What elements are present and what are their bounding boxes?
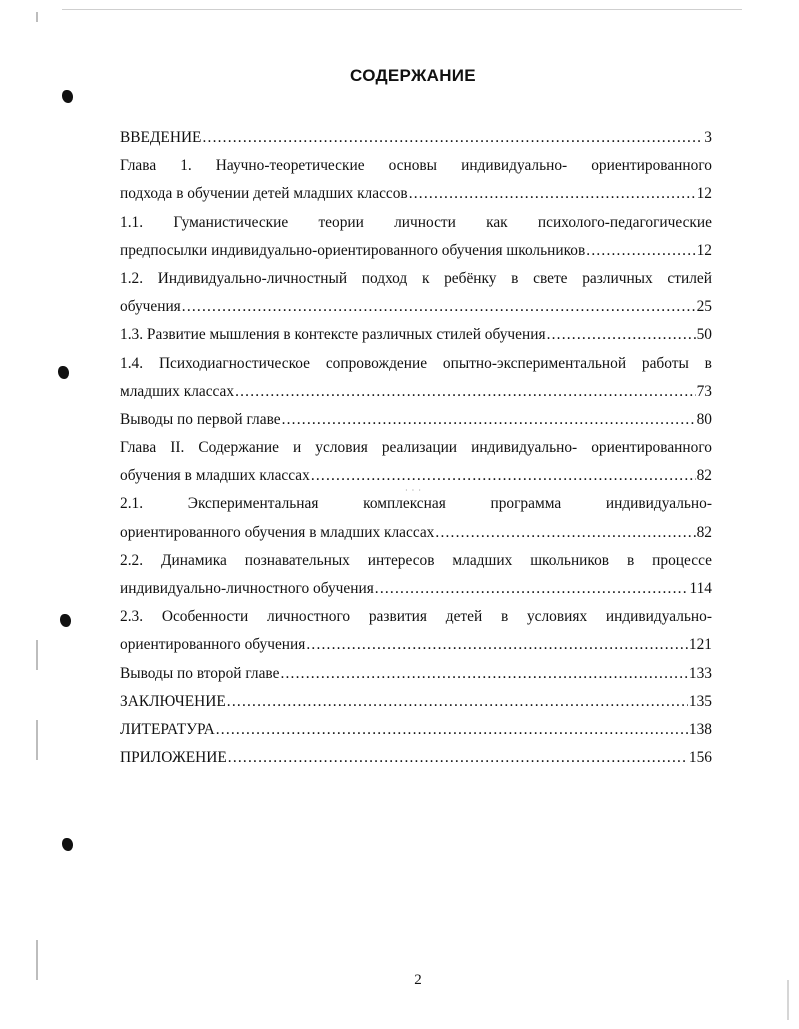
- toc-word: основы: [388, 157, 438, 175]
- toc-entry[interactable]: [120, 688, 712, 716]
- toc-word: Научно-теоретические: [215, 157, 365, 175]
- toc-word: Экспериментальная: [187, 495, 319, 513]
- toc-word: познавательных: [244, 551, 350, 569]
- toc-entry[interactable]: [120, 660, 712, 688]
- toc-word: в: [704, 354, 712, 372]
- dot-leader: [375, 575, 689, 603]
- dot-leader: [282, 406, 696, 434]
- toc-word: индивидуально-: [605, 608, 712, 626]
- dot-leader: [306, 631, 688, 659]
- dot-leader: [311, 462, 696, 490]
- toc-entry-text: ПРИЛОЖЕНИЕ: [120, 749, 227, 767]
- toc-word: различных: [582, 269, 653, 287]
- toc-entry[interactable]: [120, 434, 712, 490]
- toc-word: в: [500, 608, 509, 626]
- toc-word: в: [626, 551, 635, 569]
- dot-leader: [547, 321, 696, 349]
- toc-entry-text: 1.3. Развитие мышления в контексте различных стилей обучения: [120, 326, 546, 344]
- toc-word: программа: [490, 495, 562, 513]
- toc-word: ориентированного: [591, 157, 712, 175]
- toc-word: опытно-экспериментальной: [442, 354, 627, 372]
- toc-entry-text: Выводы по первой главе: [120, 410, 281, 428]
- binding-hole-mark: [62, 90, 73, 103]
- toc-word: Индивидуально-личностный: [157, 269, 348, 287]
- toc-word: индивидуально-: [471, 439, 578, 457]
- toc-word: школьников: [530, 551, 610, 569]
- toc-page-number: 82: [696, 467, 712, 485]
- toc-entry-leader-line: [120, 716, 712, 744]
- toc-entry-leader-line: [120, 660, 712, 688]
- toc-word: Глава: [120, 157, 157, 175]
- dot-leader: [235, 378, 696, 406]
- toc-page-number: 133: [688, 664, 712, 682]
- toc-entry[interactable]: [120, 603, 712, 659]
- toc-page-number: 50: [696, 326, 712, 344]
- toc-word: младших: [452, 551, 513, 569]
- toc-word: свете: [533, 269, 568, 287]
- toc-page-number: 156: [688, 749, 712, 767]
- toc-word: Гуманистические: [173, 213, 289, 231]
- toc-word: Психодиагностическое: [158, 354, 310, 372]
- toc-entry-leader-line: [120, 744, 712, 772]
- toc-entry-text: подхода в обучении детей младших классов: [120, 185, 408, 203]
- toc-entry[interactable]: [120, 209, 712, 265]
- toc-entry[interactable]: [120, 152, 712, 208]
- toc-entry[interactable]: [120, 547, 712, 603]
- toc-word: детей: [445, 608, 483, 626]
- toc-word: 2.1.: [120, 495, 144, 513]
- toc-word: развития: [368, 608, 427, 626]
- toc-word: процессе: [652, 551, 712, 569]
- scan-artifact: [36, 12, 38, 22]
- toc-page-number: 121: [688, 636, 712, 654]
- toc-word: ребёнку: [444, 269, 497, 287]
- toc-page-number: 12: [696, 185, 712, 203]
- toc-word: 1.4.: [120, 354, 144, 372]
- toc-word: индивидуально-: [605, 495, 712, 513]
- toc-entry-text: ориентированного обучения в младших классах: [120, 523, 435, 541]
- toc-entry-leader-line: [120, 575, 712, 603]
- dot-leader: [280, 660, 687, 688]
- table-of-contents: [120, 124, 712, 772]
- toc-entry-text: ЛИТЕРАТУРА: [120, 720, 215, 738]
- toc-word: стилей: [667, 269, 712, 287]
- toc-entry[interactable]: [120, 716, 712, 744]
- toc-word: к: [421, 269, 430, 287]
- toc-entry-text: Выводы по второй главе: [120, 664, 280, 682]
- toc-entry[interactable]: [120, 350, 712, 406]
- toc-word: 1.: [180, 157, 192, 175]
- toc-entry-text: обучения в младших классах: [120, 467, 310, 485]
- toc-page-number: 25: [696, 298, 712, 316]
- toc-entry-text: обучения: [120, 298, 181, 316]
- toc-entry[interactable]: [120, 321, 712, 349]
- toc-word: индивидуально-: [461, 157, 568, 175]
- toc-entry-text-line: [120, 350, 712, 378]
- toc-word: условиях: [526, 608, 588, 626]
- toc-entry-text: индивидуально-личностного обучения: [120, 580, 374, 597]
- dot-leader: [227, 688, 688, 716]
- toc-entry-leader-line: [120, 519, 712, 547]
- toc-word: II.: [170, 439, 185, 457]
- toc-entry[interactable]: [120, 124, 712, 152]
- toc-page-number: 138: [688, 720, 712, 738]
- toc-word: Особенности: [161, 608, 249, 626]
- toc-page-number: 12: [696, 241, 712, 259]
- toc-word: подход: [361, 269, 408, 287]
- toc-entry-text: ориентированного обучения: [120, 636, 306, 654]
- toc-page-number: 80: [696, 410, 712, 428]
- dot-leader: [586, 237, 695, 265]
- toc-word: личностного: [267, 608, 351, 626]
- toc-word: как: [486, 213, 508, 231]
- toc-entry-text-line: [120, 547, 712, 575]
- page-title: СОДЕРЖАНИЕ: [350, 66, 476, 85]
- binding-hole-mark: [60, 614, 71, 627]
- toc-entry-leader-line: [120, 321, 712, 349]
- toc-entry-text-line: [120, 209, 712, 237]
- toc-entry-leader-line: [120, 180, 712, 208]
- binding-hole-mark: [62, 838, 73, 851]
- toc-entry-text-line: [120, 265, 712, 293]
- toc-entry-text-line: [120, 434, 712, 462]
- binding-hole-mark: [58, 366, 69, 379]
- toc-word: реализации: [381, 439, 458, 457]
- dot-leader: [409, 180, 696, 208]
- toc-page-number: 3: [704, 129, 712, 146]
- toc-word: личности: [394, 213, 456, 231]
- toc-word: ориентированного: [591, 439, 712, 457]
- toc-word: в: [511, 269, 519, 287]
- dot-leader: [182, 293, 696, 321]
- toc-word: работы: [641, 354, 689, 372]
- toc-word: Глава: [120, 439, 157, 457]
- toc-word: 2.3.: [120, 608, 144, 626]
- toc-entry[interactable]: [120, 490, 712, 546]
- toc-entry-leader-line: [120, 688, 712, 716]
- dot-leader: [216, 716, 688, 744]
- toc-word: 2.2.: [120, 551, 144, 569]
- toc-entry-leader-line: [120, 631, 712, 659]
- toc-word: психолого-педагогические: [537, 213, 712, 231]
- toc-entry-text: младших классах: [120, 382, 235, 400]
- toc-entry-text-line: [120, 152, 712, 180]
- toc-entry-leader-line: [120, 124, 712, 152]
- scan-edge-line: [62, 9, 742, 10]
- toc-entry[interactable]: [120, 744, 712, 772]
- toc-entry-leader-line: [120, 406, 712, 434]
- toc-word: 1.1.: [120, 213, 144, 231]
- toc-entry-text: ЗАКЛЮЧЕНИЕ: [120, 692, 226, 710]
- scan-artifact: [36, 720, 38, 760]
- toc-page-number: 82: [696, 523, 712, 541]
- toc-word: Содержание: [198, 439, 279, 457]
- dot-leader: [228, 744, 688, 772]
- toc-entry[interactable]: [120, 406, 712, 434]
- dot-leader: [202, 124, 703, 152]
- toc-word: сопровождение: [325, 354, 428, 372]
- toc-entry[interactable]: [120, 265, 712, 321]
- page-number: 2: [414, 972, 422, 988]
- toc-entry-leader-line: [120, 378, 712, 406]
- toc-word: теории: [318, 213, 364, 231]
- toc-entry-leader-line: [120, 237, 712, 265]
- toc-word: Динамика: [161, 551, 227, 569]
- dot-leader: [435, 519, 695, 547]
- toc-entry-leader-line: [120, 293, 712, 321]
- toc-word: и: [293, 439, 302, 457]
- toc-entry-text: предпосылки индивидуально-ориентированного обучения школьников: [120, 241, 586, 259]
- toc-page-number: 114: [689, 580, 712, 597]
- toc-entry-text-line: [120, 603, 712, 631]
- toc-page-number: 135: [688, 692, 712, 710]
- scan-artifact: [36, 640, 38, 670]
- toc-entry-text: ВВЕДЕНИЕ: [120, 129, 202, 146]
- toc-word: интересов: [367, 551, 435, 569]
- toc-word: условия: [315, 439, 368, 457]
- scan-speck: · · ·: [405, 486, 422, 495]
- toc-word: комплексная: [363, 495, 446, 513]
- toc-page-number: 73: [696, 382, 712, 400]
- toc-word: 1.2.: [120, 269, 144, 287]
